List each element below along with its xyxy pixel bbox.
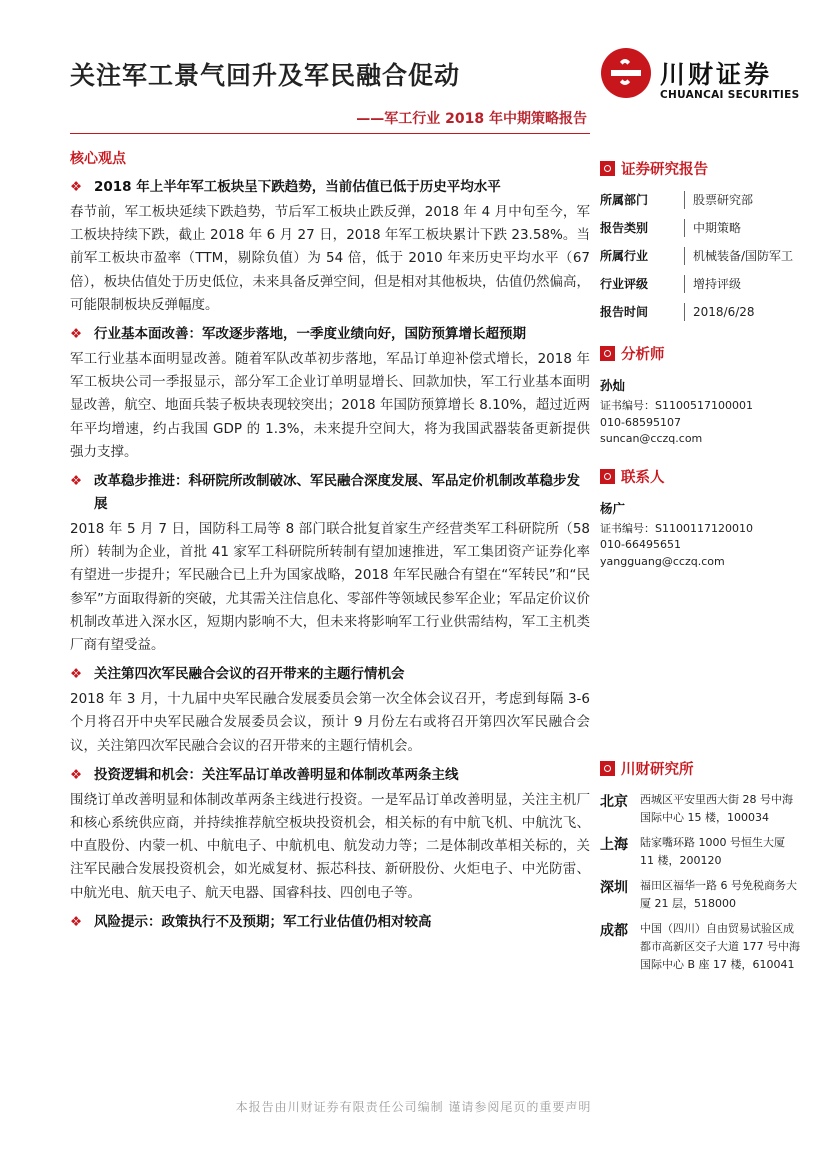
institute-header: 川财研究所 bbox=[600, 758, 800, 779]
diamond-bullet-icon: ❖ bbox=[70, 766, 83, 783]
contact-header: 联系人 bbox=[600, 466, 800, 487]
risk-warning: ❖ 风险提示：政策执行不及预期；军工行业估值仍相对较高 bbox=[70, 911, 590, 934]
header-divider bbox=[70, 133, 590, 134]
office-beijing: 北京 西城区平安里西大街 28 号中海国际中心 15 楼，100034 bbox=[600, 793, 793, 824]
info-row-rating: 行业评级 增持评级 bbox=[600, 277, 742, 291]
section-body: 军工行业基本面明显改善。随着军队改革初步落地，军品订单迎补偿式增长，2018 年军工板块公司一季报显示，部分军工企业订单明显增长、回款加快，军工行业基本面明显改善，航空、地面兵装子板块表现较突出；2018 年国防预算增长 8.10%，超过近两年平均增速，约占我国 GDP 的 1.3%，未来提升空间大，将为我国武器装备更新提供强力支撑。 bbox=[70, 351, 590, 460]
diamond-bullet-icon: ❖ bbox=[70, 473, 83, 490]
contact-cert: 证书编号：S1100117120010 bbox=[600, 521, 753, 535]
brand-square-icon bbox=[600, 346, 615, 361]
chuancai-logo-icon bbox=[601, 48, 651, 98]
report-subtitle: ——军工行业 2018 年中期策略报告 bbox=[356, 111, 587, 127]
section-heading: ❖ 2018 年上半年军工板块呈下跌趋势，当前估值已低于历史平均水平 bbox=[70, 176, 590, 199]
sidebar bbox=[600, 158, 800, 981]
diamond-bullet-icon: ❖ bbox=[70, 913, 83, 930]
logo-english-name: CHUANCAI SECURITIES bbox=[660, 89, 800, 101]
diamond-bullet-icon: ❖ bbox=[70, 666, 83, 683]
contact-email[interactable]: yangguang@cczq.com bbox=[600, 554, 725, 568]
brand-square-icon bbox=[600, 761, 615, 776]
office-shanghai: 上海 陆家嘴环路 1000 号恒生大厦 11 楼，200120 bbox=[600, 836, 785, 867]
report-title: 关注军工景气回升及军民融合促动 bbox=[70, 61, 461, 90]
section-body: 2018 年 3 月，十九届中央军民融合发展委员会第一次全体会议召开，考虑到每隔 3-6 个月将召开中央军民融合发展委员会议，预计 9 月份左右或将召开第四次军民融合会议，关注第四次军民融合会议的召开带来的主题行情机会。 bbox=[70, 691, 590, 754]
section-heading: ❖ 行业基本面改善：军改逐步落地，一季度业绩向好，国防预算增长超预期 bbox=[70, 323, 590, 346]
diamond-bullet-icon: ❖ bbox=[70, 326, 83, 343]
section-heading: ❖ 改革稳步推进：科研院所改制破冰、军民融合深度发展、军品定价机制改革稳步发展 bbox=[70, 470, 590, 516]
core-views-label: 核心观点 bbox=[70, 151, 126, 167]
footer-disclaimer: 本报告由川财证券有限责任公司编制 谨请参阅尾页的重要声明 bbox=[235, 1100, 592, 1114]
contact-phone: 010-66495651 bbox=[600, 538, 681, 551]
section-body: 春节前，军工板块延续下跌趋势，节后军工板块止跌反弹，2018 年 4 月中旬至今，军工板块持续下跌，截止 2018 年 6 月 27 日，2018 年军工板块累计下跌 23.58%。当前军工板块市盈率（TTM，剔除负值）为 54 倍，低于 2010 年来历史平均水平（67 倍），板块估值处于历史低位，未来具备反弹空间，但是相对其他板块，估值仍然偏高，可能限制板块反弹幅度。 bbox=[70, 204, 590, 313]
analyst-cert: 证书编号：S1100517100001 bbox=[600, 399, 753, 412]
analyst-name: 孙灿 bbox=[600, 378, 626, 393]
report-header: 证券研究报告 bbox=[600, 158, 800, 179]
info-row-department: 所属部门 股票研究部 bbox=[600, 193, 754, 207]
brand-square-icon bbox=[600, 161, 615, 176]
core-views-column bbox=[70, 148, 590, 936]
info-row-category: 报告类别 中期策略 bbox=[600, 221, 742, 235]
analyst-phone: 010-68595107 bbox=[600, 415, 681, 429]
info-row-industry: 所属行业 机械装备/国防军工 bbox=[600, 249, 794, 263]
brand-square-icon bbox=[600, 469, 615, 484]
office-shenzhen: 深圳 福田区福华一路 6 号免税商务大厦 21 层，518000 bbox=[600, 879, 797, 910]
office-chengdu: 成都 中国（四川）自由贸易试验区成都市高新区交子大道 177 号中海国际中心 B 座 17 楼，610041 bbox=[600, 922, 800, 971]
contact-name: 杨广 bbox=[600, 500, 626, 516]
section-body: 2018 年 5 月 7 日，国防科工局等 8 部门联合批复首家生产经营类军工科研院所（58 所）转制为企业，首批 41 家军工科研院所转制有望加速推进，军工集团资产证券化率有望进一步提升；军民融合已上升为国家战略，2018 年军民融合有望在“军转民”和“民参军”方面取得新的突破，尤其需关注信息化、零部件等领域民参军企业；军品定价议价机制改革进入深水区，短期内影响不大，但未来将影响军工行业供需结构，军工主机类厂商有望受益。 bbox=[70, 521, 590, 654]
info-row-date: 报告时间 2018/6/28 bbox=[600, 305, 755, 319]
analyst-header: 分析师 bbox=[600, 343, 800, 364]
diamond-bullet-icon: ❖ bbox=[70, 179, 83, 195]
analyst-email[interactable]: suncan@cczq.com bbox=[600, 432, 703, 445]
logo-chinese-name: 川财证券 bbox=[660, 60, 773, 89]
section-heading: ❖ 投资逻辑和机会：关注军品订单改善明显和体制改革两条主线 bbox=[70, 764, 590, 787]
section-heading: ❖ 关注第四次军民融合会议的召开带来的主题行情机会 bbox=[70, 663, 590, 686]
section-body: 围绕订单改善明显和体制改革两条主线进行投资。一是军品订单改善明显，关注主机厂和核心系统供应商，并持续推荐航空板块投资机会，相关标的有中航飞机、中航沈飞、中直股份、内蒙一机、中航电子、中航机电、航发动力等；二是体制改革相关标的，关注军民融合发展投资机会，如光威复材、振芯科技、新研股份、火炬电子、中光防雷、中航光电、航天电子、航天电器、国睿科技、四创电子等。 bbox=[70, 791, 590, 901]
